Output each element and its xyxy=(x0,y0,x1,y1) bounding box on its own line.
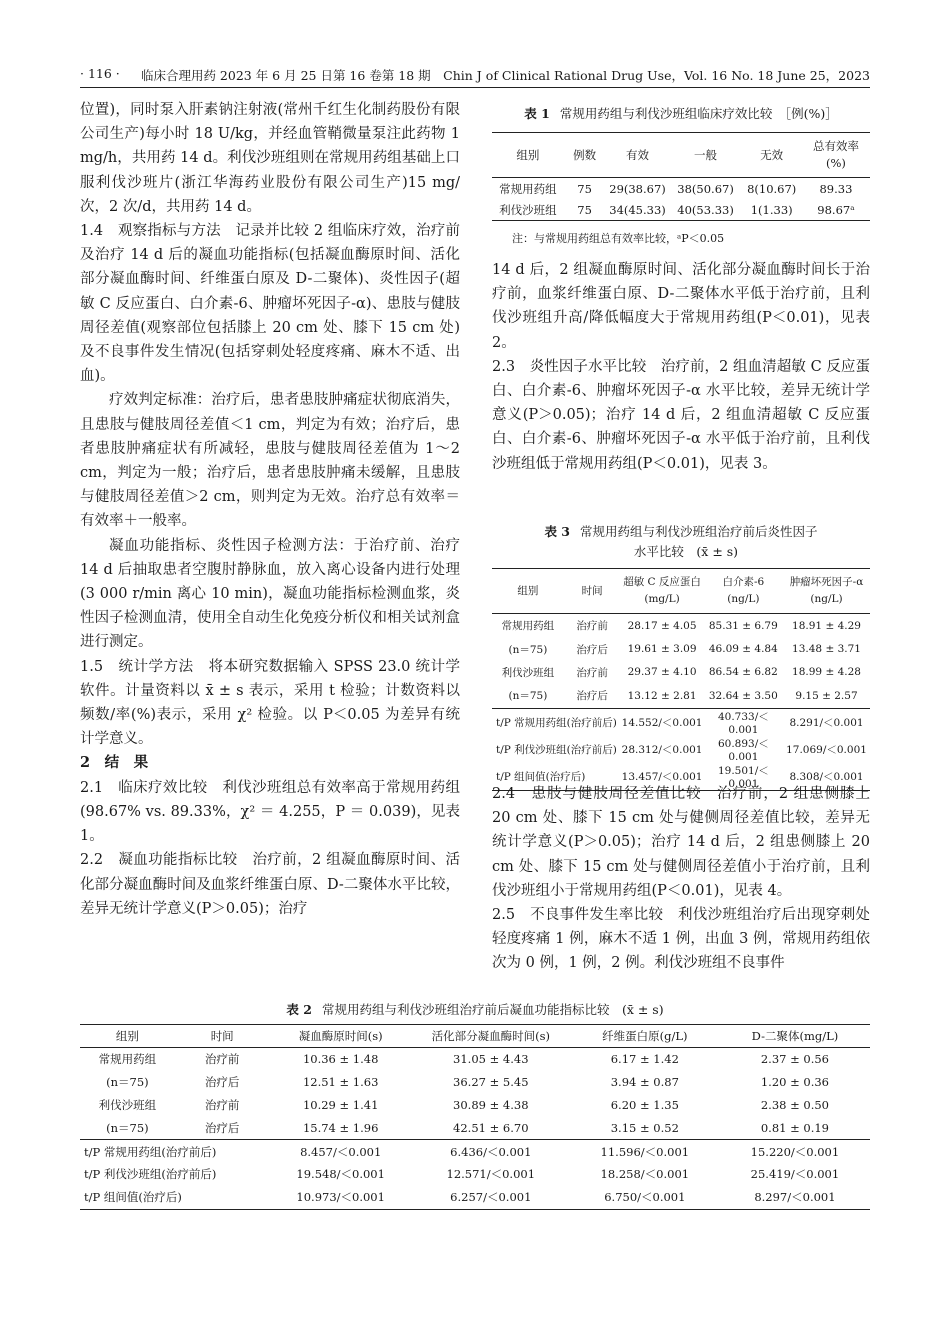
table-cell: 28.312/＜0.001 xyxy=(621,743,703,756)
table-cell: 8.308/＜0.001 xyxy=(783,763,870,791)
table-cell: 3.94 ± 0.87 xyxy=(610,1075,679,1090)
table-cell: 0.81 ± 0.19 xyxy=(760,1120,830,1135)
table-cell: 36.27 ± 5.45 xyxy=(453,1075,529,1090)
stats-label: t/P 利伐沙班组(治疗前后) xyxy=(84,1167,217,1182)
paragraph: 1.4 观察指标与方法 记录并比较 2 组临床疗效，治疗前及治疗 14 d 后的凝血功能指标(包括凝血酶原时间、活化部分凝血酶时间、纤维蛋白原及 D-二聚体)、炎性因子(超敏 C 反应蛋白、白介素-6、肿瘤坏死因子-α)、患肢与健肢周径差值(观察部位包括膝上 20 cm 处、膝下 15 cm 处)及不良事件发生情况(包括穿刺处轻度疼痛、麻木不适、出血)。 xyxy=(80,223,460,385)
table-cell: 85.31 ± 6.79 xyxy=(708,619,778,632)
column-header: 超敏 C 反应蛋白 (mg/L) xyxy=(621,569,704,614)
table-cell: 常规用药组 xyxy=(98,1052,157,1067)
table-cell: (n＝75) xyxy=(106,1075,149,1090)
column-header: 纤维蛋白原(g/L) xyxy=(570,1025,720,1048)
table3-caption-line1: 常规用药组与利伐沙班组治疗前后炎性因子 xyxy=(580,524,818,539)
stats-row xyxy=(80,1163,870,1186)
table-cell: 13.48 ± 3.71 xyxy=(792,643,861,656)
table-row xyxy=(492,661,870,684)
table-cell: 18.91 ± 4.29 xyxy=(792,619,861,632)
table-cell: 9.15 ± 2.57 xyxy=(795,689,858,702)
table-cell: 34(45.33) xyxy=(605,199,669,221)
table-cell: 13.457/＜0.001 xyxy=(621,763,704,791)
table1-caption-text: 常规用药组与利伐沙班组临床疗效比较 ［例(%)］ xyxy=(559,106,838,121)
table-cell: 18.258/＜0.001 xyxy=(600,1167,690,1182)
table-cell: 25.419/＜0.001 xyxy=(750,1167,840,1182)
table-cell: 38(50.67) xyxy=(677,181,734,196)
table-cell: 14.552/＜0.001 xyxy=(621,708,704,736)
right-column-bottom xyxy=(492,782,870,976)
table1-caption xyxy=(492,104,870,124)
table-cell: 1.20 ± 0.36 xyxy=(760,1075,830,1090)
table-cell: 11.596/＜0.001 xyxy=(570,1140,720,1163)
paragraph: 疗效判定标准：治疗后，患者患肢肿痛症状彻底消失，且患肢与健肢周径差值＜1 cm，判定为有效；治疗后，患者患肢肿痛症状有所减轻，患肢与健肢周径差值为 1～2 cm，判定为一般；治疗后，患者患肢肿痛未缓解，且患肢与健肢周径差值＞2 cm，则判定为无效。治疗总有效率＝有效率＋一般率。 xyxy=(80,392,460,530)
stats-label: t/P 常规用药组(治疗前后) xyxy=(492,708,621,736)
table-cell: 8.291/＜0.001 xyxy=(783,708,870,736)
header-rule xyxy=(80,87,870,88)
table-cell: 19.548/＜0.001 xyxy=(296,1167,385,1182)
table-row xyxy=(492,637,870,660)
table-cell: 89.33 xyxy=(819,181,853,196)
table-header-row xyxy=(492,569,870,614)
table-cell: 治疗后 xyxy=(576,690,608,703)
table-cell: 6.436/＜0.001 xyxy=(412,1140,570,1163)
table-cell: 治疗前 xyxy=(204,1097,240,1112)
table-cell: 常规用药组 xyxy=(501,620,555,633)
table2-caption-label: 表 2 xyxy=(286,1002,312,1017)
table-cell: (n＝75) xyxy=(106,1120,149,1135)
table1-note: 注：与常规用药组总有效率比较，ᵃP＜0.05 xyxy=(512,232,725,245)
paragraph: 2.1 临床疗效比较 利伐沙班组总有效率高于常规用药组(98.67% vs. 89.33%，χ² ＝ 4.255，P ＝ 0.039)，见表 1。 xyxy=(80,779,460,845)
paragraph: 2.3 炎性因子水平比较 治疗前，2 组血清超敏 C 反应蛋白、白介素-6、肿瘤坏死因子-α 水平比较，差异无统计学意义(P＞0.05)；治疗 14 d 后，2 组血清超敏 C 反应蛋白、白介素-6、肿瘤坏死因子-α 水平低于治疗前，且利伐沙班组低于常规用药组(P＜0.01)，见表 3。 xyxy=(492,358,870,472)
column-header: 活化部分凝血酶时间(s) xyxy=(412,1025,570,1048)
running-header xyxy=(80,64,870,86)
left-column xyxy=(80,98,460,921)
table-cell: 治疗前 xyxy=(576,620,608,633)
stats-label: t/P 常规用药组(治疗前后) xyxy=(80,1140,270,1163)
column-header: 组别 xyxy=(80,1025,175,1048)
table-cell: 2.37 ± 0.56 xyxy=(760,1052,830,1067)
column-header: 组别 xyxy=(492,133,564,178)
table3-caption-line2: 水平比较 (x̄ ± s) xyxy=(633,544,739,559)
stats-label: t/P 组间值(治疗后) xyxy=(80,1186,270,1209)
paragraph: 1.5 统计学方法 将本研究数据输入 SPSS 23.0 统计学软件。计量资料以 x̄ ± s 表示，采用 t 检验；计数资料以频数/率(%)表示，采用 χ² 检验。以 P＜0.05 为差异有统计学意义。 xyxy=(80,658,460,748)
table-cell: 利伐沙班组 xyxy=(98,1097,157,1112)
table2 xyxy=(80,1024,870,1210)
section-heading: 2 结 果 xyxy=(80,754,149,772)
paragraph: 2.4 患肢与健肢周径差值比较 治疗前，2 组患侧膝上 20 cm 处、膝下 15 cm 处与健侧周径差值比较，差异无统计学意义(P＞0.05)；治疗 14 d 后，2 组患侧膝上 20 cm 处、膝下 15 cm 处与健侧周径差值小于治疗前，且利伐沙班组小于常规用药组(P＜0.01)，见表 4。 xyxy=(492,786,870,899)
column-header: 凝血酶原时间(s) xyxy=(270,1025,412,1048)
paragraph: 14 d 后，2 组凝血酶原时间、活化部分凝血酶时间长于治疗前，血浆纤维蛋白原、D-二聚体水平低于治疗前，且利伐沙班组升高/降低幅度大于常规用药组(P＜0.01)，见表 2。 xyxy=(492,262,870,351)
table-cell: 40.733/＜0.001 xyxy=(704,708,783,736)
table-cell: 6.257/＜0.001 xyxy=(412,1186,570,1209)
stats-row xyxy=(80,1186,870,1209)
table-cell: 42.51 ± 6.70 xyxy=(453,1120,529,1135)
table-row xyxy=(80,1048,870,1071)
stats-row xyxy=(492,736,870,763)
table-cell: 86.54 ± 6.82 xyxy=(708,666,778,679)
table-cell: 60.893/＜0.001 xyxy=(717,737,769,763)
table-cell: 15.74 ± 1.96 xyxy=(302,1120,379,1135)
table-cell: 常规用药组 xyxy=(499,181,557,196)
table-cell: 6.20 ± 1.35 xyxy=(610,1097,679,1112)
table-cell: 8(10.67) xyxy=(747,181,797,196)
table-cell: 10.973/＜0.001 xyxy=(270,1186,412,1209)
table-row xyxy=(80,1094,870,1117)
table-cell: 6.17 ± 1.42 xyxy=(610,1052,679,1067)
table-cell: (n＝75) xyxy=(508,643,548,656)
page-number: · 116 · xyxy=(80,66,120,81)
table-cell: 6.750/＜0.001 xyxy=(570,1186,720,1209)
table-row xyxy=(80,1071,870,1094)
table-cell: 12.51 ± 1.63 xyxy=(302,1075,379,1090)
stats-row xyxy=(80,1140,870,1163)
table-cell: 治疗后 xyxy=(204,1120,240,1135)
column-header: 一般 xyxy=(670,133,742,178)
paragraph: 2.2 凝血功能指标比较 治疗前，2 组凝血酶原时间、活化部分凝血酶时间及血浆纤维蛋白原、D-二聚体水平比较，差异无统计学意义(P＞0.05)；治疗 xyxy=(80,852,460,917)
table-cell: 10.36 ± 1.48 xyxy=(302,1052,379,1067)
table-cell: 10.29 ± 1.41 xyxy=(302,1097,379,1112)
column-header: D-二聚体(mg/L) xyxy=(720,1025,870,1048)
table-cell: 19.61 ± 3.09 xyxy=(627,643,697,656)
column-header: 白介素-6 (ng/L) xyxy=(704,569,783,614)
table-cell: 2.38 ± 0.50 xyxy=(760,1097,830,1112)
table-cell: 28.17 ± 4.05 xyxy=(627,619,697,632)
table1 xyxy=(492,132,870,221)
column-header: 时间 xyxy=(175,1025,270,1048)
table-cell: 治疗后 xyxy=(204,1075,240,1090)
table-cell: 46.09 ± 4.84 xyxy=(708,643,778,656)
table-cell: 8.457/＜0.001 xyxy=(270,1140,412,1163)
table-cell: 18.99 ± 4.28 xyxy=(792,666,861,679)
table-header-row xyxy=(492,133,870,178)
column-header: 有效 xyxy=(605,133,669,178)
table2-caption xyxy=(80,1000,870,1020)
journal-info: 临床合理用药 2023 年 6 月 25 日第 16 卷第 18 期 Chin J of Clinical Rational Drug Use，Vol. 16 No. 18 June 25，2023 xyxy=(140,68,870,83)
table-cell: 98.67ᵃ xyxy=(802,199,870,221)
table3 xyxy=(492,568,870,791)
table-cell: 40(53.33) xyxy=(670,199,742,221)
table-cell: 治疗前 xyxy=(204,1052,240,1067)
table3-caption-label: 表 3 xyxy=(544,524,571,539)
table2-caption-text: 常规用药组与利伐沙班组治疗前后凝血功能指标比较 (x̄ ± s) xyxy=(321,1002,664,1017)
table-cell: 31.05 ± 4.43 xyxy=(453,1052,529,1067)
table-cell: 治疗后 xyxy=(576,643,608,656)
paragraph: 凝血功能指标、炎性因子检测方法：于治疗前、治疗 14 d 后抽取患者空腹肘静脉血，放入离心设备内进行处理(3 000 r/min 离心 10 min)，凝血功能指标检测血浆，炎性因子检测血清，使用全自动生化免疫分析仪和相关试剂盒进行测定。 xyxy=(80,537,460,651)
table-row xyxy=(492,684,870,708)
table-row xyxy=(492,614,870,638)
column-header: 总有效率 (%) xyxy=(802,133,870,178)
paragraph: 2.5 不良事件发生率比较 利伐沙班组治疗后出现穿刺处轻度疼痛 1 例，麻木不适 1 例，出血 3 例，常规用药组依次为 0 例，1 例，2 例。利伐沙班组不良事件 xyxy=(492,907,870,972)
paragraph: 位置)，同时泵入肝素钠注射液(常州千红生化制药股份有限公司生产)每小时 18 U/kg，并经血管鞘微量泵注此药物 1 mg/h，共用药 14 d。利伐沙班组则在常规用药组基础上口服利伐沙班片(浙江华海药业股份有限公司生产)15 mg/次，2 次/d，共用药 14 d。 xyxy=(80,102,460,215)
table-cell: 32.64 ± 3.50 xyxy=(708,689,778,702)
table-cell: 29(38.67) xyxy=(609,181,666,196)
stats-row xyxy=(492,708,870,736)
table-row xyxy=(492,178,870,200)
table-cell: 治疗前 xyxy=(576,666,608,679)
column-header: 时间 xyxy=(564,569,621,614)
table-cell: 30.89 ± 4.38 xyxy=(453,1097,529,1112)
table-cell: 15.220/＜0.001 xyxy=(720,1140,870,1163)
table1-caption-label: 表 1 xyxy=(524,106,550,121)
table-cell: 75 xyxy=(564,199,606,221)
table-cell: 13.12 ± 2.81 xyxy=(627,689,697,702)
table-cell: 29.37 ± 4.10 xyxy=(627,666,697,679)
table-cell: 1(1.33) xyxy=(741,199,801,221)
table-header-row xyxy=(80,1025,870,1048)
table-cell: 8.297/＜0.001 xyxy=(720,1186,870,1209)
table-cell: 19.501/＜0.001 xyxy=(704,763,783,791)
table3-caption xyxy=(492,522,870,562)
column-header: 肿瘤坏死因子-α (ng/L) xyxy=(783,569,870,614)
table-row xyxy=(80,1116,870,1139)
stats-label: t/P 利伐沙班组(治疗前后) xyxy=(496,743,617,756)
column-header: 无效 xyxy=(741,133,801,178)
stats-label: t/P 组间值(治疗后) xyxy=(492,763,621,791)
column-header: 例数 xyxy=(564,133,606,178)
table-cell: 12.571/＜0.001 xyxy=(446,1167,536,1182)
table-cell: 3.15 ± 0.52 xyxy=(610,1120,679,1135)
table-cell: 17.069/＜0.001 xyxy=(786,743,867,756)
right-column-top xyxy=(492,258,870,476)
table-row xyxy=(492,199,870,221)
table-cell: 利伐沙班组 xyxy=(492,199,564,221)
column-header: 组别 xyxy=(492,569,564,614)
table-cell: 75 xyxy=(577,181,592,196)
table-cell: 利伐沙班组 xyxy=(501,666,555,679)
table-cell: (n＝75) xyxy=(508,690,548,703)
